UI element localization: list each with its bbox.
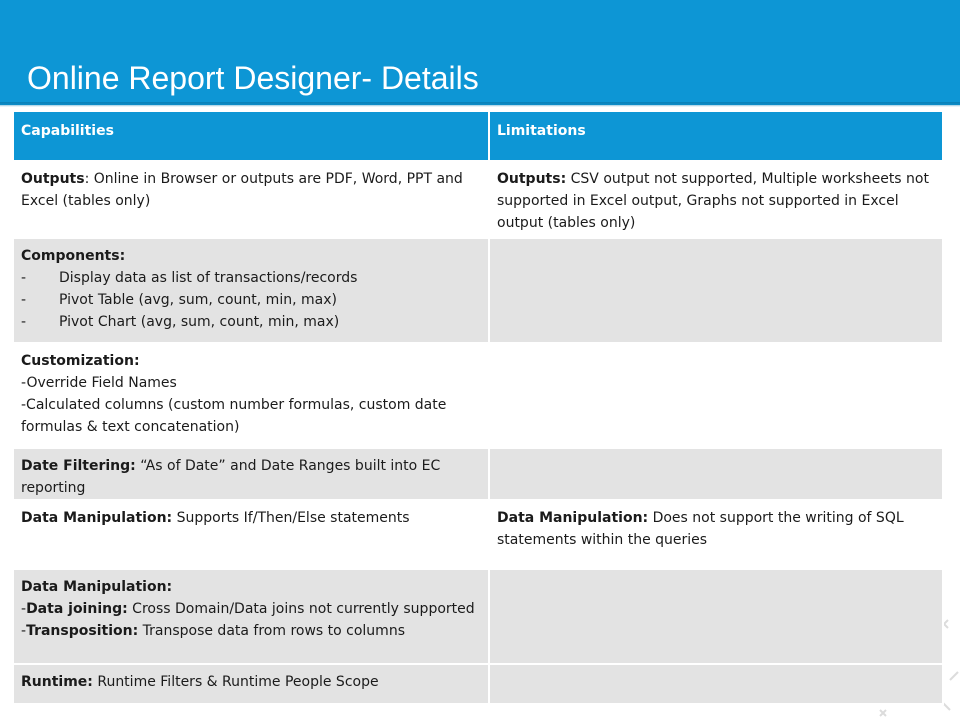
customization-limitation-empty: [489, 343, 943, 448]
bullet-dash: -: [21, 270, 27, 286]
component-item-1: Display data as list of transactions/records: [59, 270, 358, 286]
data-manipulation-lim-text: Does not support the writing of SQL statements within the queries: [497, 510, 904, 548]
components-capability: [14, 238, 489, 343]
component-item-2: Pivot Table (avg, sum, count, min, max): [59, 292, 337, 308]
components-limitation-empty: [489, 238, 943, 343]
component-item-3: Pivot Chart (avg, sum, count, min, max): [59, 314, 340, 330]
outputs-limitation: [489, 161, 943, 238]
customization-line-1: -Override Field Names: [21, 375, 177, 391]
runtime-capability: [14, 664, 489, 704]
table-row: [14, 238, 943, 343]
data-manipulation-cap-label: Data Manipulation:: [21, 510, 173, 526]
customization-capability: [14, 343, 489, 448]
banner-shadow: [0, 102, 960, 107]
outputs-cap-text: : Online in Browser or outputs are PDF, Word, PPT and Excel (tables only): [21, 171, 463, 209]
table-header-row: [14, 112, 943, 161]
data-manipulation-2-limitation-empty: [489, 569, 943, 664]
data-manipulation-2-label: Data Manipulation:: [21, 579, 173, 595]
list-item: [21, 289, 482, 311]
runtime-text: Runtime Filters & Runtime People Scope: [92, 674, 379, 690]
data-manipulation-capability: [14, 500, 489, 569]
list-item: [21, 267, 482, 289]
date-filtering-text: “As of Date” and Date Ranges built into EC reporting: [21, 458, 441, 496]
header-limitations: Limitations: [489, 112, 943, 161]
date-filtering-label: Date Filtering:: [21, 458, 136, 474]
transposition-line: [21, 620, 482, 642]
outputs-lim-label: Outputs:: [497, 171, 567, 187]
customization-line-2: -Calculated columns (custom number formulas, custom date formulas & text concatenation): [21, 397, 447, 435]
date-filtering-limitation-empty: [489, 448, 943, 500]
transposition-text: Transpose data from rows to columns: [138, 623, 405, 639]
data-manipulation-2-capability: [14, 569, 489, 664]
data-manipulation-lim-label: Data Manipulation:: [497, 510, 649, 526]
table-row: [14, 664, 943, 704]
bullet-dash: -: [21, 314, 27, 330]
header-capabilities: Capabilities: [14, 112, 489, 161]
bullet-dash: -: [21, 292, 27, 308]
transposition-prefix: -: [21, 623, 27, 639]
data-manipulation-limitation: [489, 500, 943, 569]
data-joining-line: [21, 598, 482, 620]
runtime-limitation-empty: [489, 664, 943, 704]
table-row: [14, 569, 943, 664]
runtime-label: Runtime:: [21, 674, 93, 690]
transposition-label: Transposition:: [26, 623, 139, 639]
customization-label: Customization:: [21, 353, 140, 369]
components-label: Components:: [21, 248, 126, 264]
slide-title: Online Report Designer- Details: [27, 60, 479, 96]
date-filtering-capability: [14, 448, 489, 500]
table-row: [14, 343, 943, 448]
data-joining-text: Cross Domain/Data joins not currently supported: [127, 601, 475, 617]
table-row: [14, 448, 943, 500]
outputs-cap-label: Outputs: [21, 171, 85, 187]
data-joining-prefix: -: [21, 601, 27, 617]
outputs-capability: [14, 161, 489, 238]
data-manipulation-cap-text: Supports If/Then/Else statements: [172, 510, 410, 526]
list-item: [21, 311, 482, 333]
capabilities-table: [14, 112, 944, 705]
table-row: [14, 500, 943, 569]
outputs-lim-text: CSV output not supported, Multiple worksheets not supported in Excel output, Graphs not supported in Excel output (tables only): [497, 171, 929, 231]
data-joining-label: Data joining:: [26, 601, 128, 617]
table-row: [14, 161, 943, 238]
